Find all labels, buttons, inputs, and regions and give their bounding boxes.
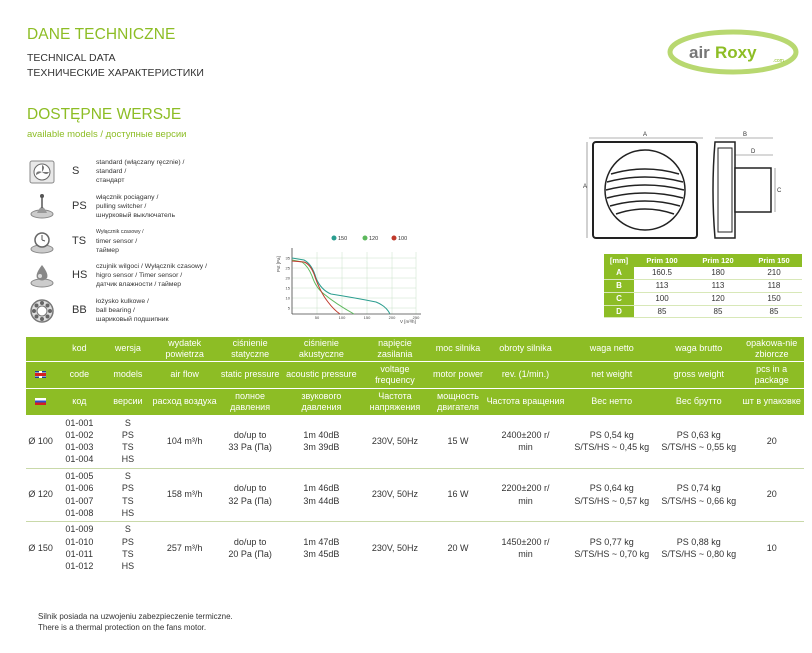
variant-bb: [28, 297, 273, 329]
svg-text:50: 50: [314, 315, 320, 320]
svg-text:15: 15: [285, 285, 290, 291]
svg-text:250: 250: [412, 315, 420, 320]
svg-text:100: 100: [398, 236, 408, 242]
dim-header: Prim 100: [634, 254, 690, 267]
variant-description: standard (włączany ręcznie) / standard / стандарт: [96, 159, 185, 184]
svg-text:100: 100: [338, 315, 346, 320]
variant-hs: [28, 262, 273, 294]
curve-100: [292, 261, 340, 314]
pull-switch-icon: [28, 193, 56, 221]
table-row: Ø 100 01-001 01-002 01-003 01-004 S PS TS HS 104 m³/h do/up to 33 Pa (Па) 1m 40dB 3m 39dB 230V, 50Hz 15 W 2400±200 r/ min PS 0,54 kg S/TS/HS ~ 0,45 kg PS 0,63 kg S/TS/HS ~ 0,55 kg 20: [26, 415, 804, 468]
variant-ps: [28, 193, 273, 225]
fan-dimension-drawing: [583, 130, 805, 250]
variant-code: PS: [72, 200, 87, 212]
svg-text:A: A: [643, 132, 648, 138]
variant-description: łożysko kulkowe / ball bearing / шариковый подшипник: [96, 298, 169, 323]
graph-legend: [332, 236, 408, 243]
table-row: Ø 150 01-009 01-010 01-011 01-012 S PS TS HS 257 m³/h do/up to 20 Pa (Па) 1m 47dB 3m 45dB 230V, 50Hz 20 W 1450±200 r/ min PS 0,77 kg S/TS/HS ~ 0,70 kg PS 0,88 kg S/TS/HS ~ 0,80 kg 10: [28, 524, 777, 571]
thermal-protection-note-pl: Silnik posiada na uzwojeniu zabezpieczenie termiczne.: [38, 612, 233, 621]
variant-code: TS: [72, 235, 87, 247]
svg-text:5: 5: [287, 305, 290, 311]
svg-text:120: 120: [369, 236, 379, 242]
timer-icon: [28, 228, 56, 256]
svg-text:D: D: [751, 149, 756, 155]
variant-s: [28, 158, 273, 190]
table-row: Ø 120 01-005 01-006 01-007 01-008 S PS TS HS 158 m³/h do/up to 32 Pa (Па) 1m 46dB 3m 44dB 230V, 50Hz 16 W 2200±200 r/ min PS 0,64 kg S/TS/HS ~ 0,57 kg PS 0,74 kg S/TS/HS ~ 0,66 kg 20: [26, 468, 804, 521]
svg-text:25: 25: [285, 265, 290, 271]
thermal-protection-note-en: There is a thermal protection on the fans motor.: [38, 623, 207, 632]
title-technical-data-ru: ТЕХНИЧЕСКИЕ ХАРАКТЕРИСТИКИ: [27, 67, 204, 79]
svg-text:35: 35: [285, 255, 290, 261]
dim-row: B 113 113 118: [604, 280, 802, 293]
performance-graph: [276, 230, 436, 330]
fan-icon: [28, 158, 56, 186]
specification-table: [26, 337, 804, 574]
svg-text:A: A: [583, 184, 588, 190]
dim-row: C 100 120 150: [604, 292, 802, 305]
svg-text:20: 20: [285, 275, 290, 281]
variant-code: HS: [72, 269, 88, 281]
variant-ts: [28, 228, 273, 260]
dim-header: Prim 150: [746, 254, 802, 267]
variant-description: włącznik pociągany / pulling switcher / шнурковый выключатель: [96, 194, 176, 219]
header-row-en: code models air flow static pressure acoustic pressure voltage frequency motor power rev. (1/min.) net weight gross weight pcs in a package: [26, 361, 804, 388]
variant-code: S: [72, 165, 80, 177]
title-technical-data-en: TECHNICAL DATA: [27, 52, 116, 64]
dim-row: D 85 85 85: [604, 305, 802, 318]
dim-row: A 160.5 180 210: [604, 267, 802, 280]
title-technical-data-pl: DANE TECHNICZNE: [27, 26, 176, 43]
airroxy-logo: [667, 29, 799, 75]
svg-text:150: 150: [338, 236, 348, 242]
svg-text:C: C: [777, 188, 782, 194]
dim-header: Prim 120: [690, 254, 746, 267]
graph-ylabel: Pst [Pa]: [276, 256, 281, 272]
variant-code: BB: [72, 304, 87, 316]
russia-flag-icon: [35, 398, 46, 405]
svg-text:.com: .com: [773, 58, 784, 64]
svg-text:Roxy: Roxy: [715, 43, 757, 62]
svg-text:200: 200: [388, 315, 396, 320]
uk-flag-icon: [35, 371, 46, 378]
title-available-versions: DOSTĘPNE WERSJE: [27, 106, 182, 123]
svg-text:10: 10: [285, 295, 290, 301]
svg-text:B: B: [743, 132, 748, 138]
dimension-table: [604, 254, 802, 318]
svg-text:air: air: [689, 43, 710, 62]
header-row-ru: код версии расход воздуха полное давления звукового давления Частота напряжения мощность двигателя Частота вращения Вес нетто Вес брутто шт в упаковке: [26, 388, 804, 415]
dim-header: [mm]: [604, 254, 634, 267]
header-row-pl: kod wersja wydatek powietrza ciśnienie statyczne ciśnienie akustyczne napięcie zasilania moc silnika obroty silnika waga netto waga brutto opakowa-nie zbiorcze: [26, 337, 804, 361]
svg-text:150: 150: [363, 315, 371, 320]
variant-description: czujnik wilgoci / Wyłącznik czasowy / higro sensor / Timer sensor / датчик влажности / таймер: [96, 263, 207, 288]
ball-bearing-icon: [28, 297, 56, 325]
humidity-icon: [28, 262, 56, 290]
subtitle-available-versions: available models / доступные версии: [27, 129, 187, 140]
variant-description: Wyłącznik czasowy / timer sensor / таймер: [96, 229, 144, 254]
graph-xlabel: V [m³/h]: [400, 319, 416, 324]
